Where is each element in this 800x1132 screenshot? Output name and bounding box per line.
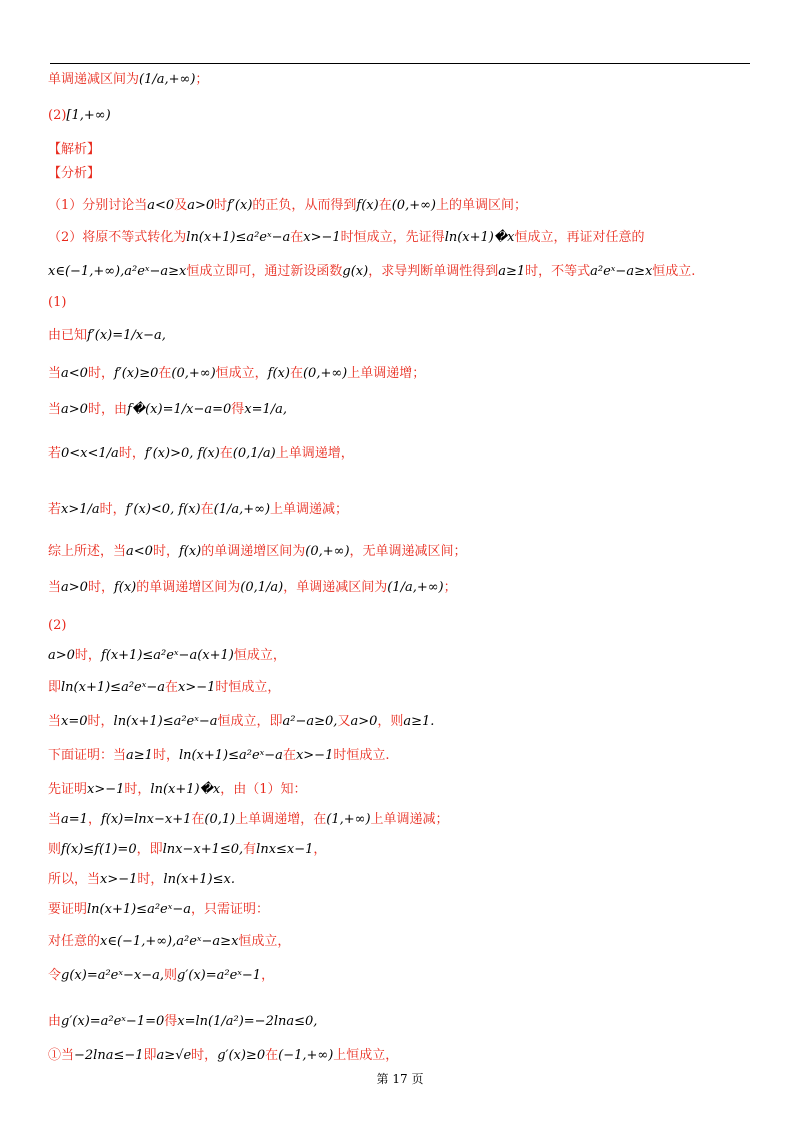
line-text: 上单调递减；	[270, 502, 349, 517]
math-expression: (0,+∞)	[171, 366, 216, 381]
line-text: 即	[48, 680, 62, 695]
line-text: 有	[243, 842, 257, 857]
math-expression: (−1,+∞)	[278, 1048, 334, 1063]
line-text: 上的单调区间；	[436, 198, 528, 213]
line-text: ，单调递减区间为	[283, 580, 388, 595]
line-text: 上单调递增，在	[235, 812, 327, 827]
line-text: 时，不等式	[525, 264, 591, 279]
math-expression: a²eˣ−a≥x	[590, 264, 653, 279]
line-text: (1)	[48, 295, 67, 310]
text-line	[48, 840, 326, 860]
line-text: 得	[231, 402, 245, 417]
line-text: 在	[158, 366, 172, 381]
math-expression: a≥√e	[156, 1048, 192, 1063]
math-expression: f�(x)=1/x−a=0	[126, 402, 232, 417]
text-line	[48, 1046, 398, 1066]
text-line	[48, 542, 467, 562]
math-expression: x>−1	[87, 782, 125, 797]
math-expression: ln(x+1)�x	[150, 782, 221, 797]
line-text: 上恒成立，	[333, 1048, 399, 1063]
text-line	[48, 616, 66, 636]
line-text: 恒成立.	[652, 264, 696, 279]
line-text: ，无单调递减区间；	[349, 544, 467, 559]
math-expression: a>0	[187, 198, 215, 213]
math-expression: ln(x+1)≤a²eˣ−a	[178, 748, 283, 763]
text-line	[48, 678, 280, 698]
line-text: 时，	[118, 446, 145, 461]
line-text: 恒成立即可，通过新设函数	[186, 264, 343, 279]
text-line	[48, 106, 111, 126]
line-text: 当	[48, 812, 62, 827]
text-line	[48, 746, 389, 766]
math-expression: ln(x+1)�x	[444, 230, 515, 245]
text-line	[48, 500, 348, 520]
line-text: 所以，当	[48, 872, 101, 887]
math-expression: ln(x+1)≤a²eˣ−a	[186, 230, 291, 245]
math-expression: f′(x)	[227, 198, 253, 213]
line-text: 时，	[191, 1048, 218, 1063]
math-expression: f(x)	[267, 366, 290, 381]
line-text: 时，由	[87, 402, 127, 417]
math-expression: a≥1.	[403, 714, 435, 729]
line-text: 对任意的	[48, 934, 101, 949]
line-text: 恒成立，	[215, 366, 268, 381]
line-text: 时恒成立，	[215, 680, 281, 695]
line-text: 时恒成立.	[333, 748, 390, 763]
line-text: 当	[48, 714, 62, 729]
line-text: 若	[48, 502, 62, 517]
math-expression: x=0	[61, 714, 88, 729]
line-text: 下面证明：当	[48, 748, 127, 763]
line-text: （2）将原不等式转化为	[48, 230, 187, 245]
math-expression: g(x)	[342, 264, 369, 279]
line-text: 综上所述，当	[48, 544, 127, 559]
text-line	[48, 1012, 317, 1032]
line-text: 在	[219, 446, 233, 461]
math-expression: a<0	[147, 198, 175, 213]
line-text: 及	[174, 198, 188, 213]
line-text: 得	[164, 1014, 178, 1029]
text-line	[48, 966, 274, 986]
text-line	[48, 326, 166, 346]
line-text: 则	[163, 968, 177, 983]
math-expression: (0,1/a)	[240, 580, 284, 595]
math-expression: a≥1	[498, 264, 526, 279]
line-text: 时	[214, 198, 228, 213]
text-line	[48, 712, 434, 732]
line-text: ，	[261, 968, 275, 983]
line-text: 若	[48, 446, 62, 461]
line-text: 在	[282, 748, 296, 763]
math-expression: x>1/a	[61, 502, 100, 517]
math-expression: [1,+∞)	[66, 108, 111, 123]
math-expression: (1/a,+∞)	[139, 72, 196, 87]
line-text: 时，	[137, 872, 164, 887]
line-text: ①当	[48, 1048, 75, 1063]
line-text: 单调递减区间为	[48, 72, 140, 87]
line-text: （1）分别讨论当	[48, 198, 148, 213]
line-text: 上单调递增，	[275, 446, 354, 461]
line-text: 当	[48, 402, 62, 417]
text-line	[48, 578, 457, 598]
math-expression: f(x)	[113, 580, 137, 595]
line-text: ；	[443, 580, 457, 595]
line-text: 在	[200, 502, 214, 517]
math-expression: ln(x+1)≤a²eˣ−a	[113, 714, 218, 729]
text-line	[48, 810, 449, 830]
math-expression: x>−1	[303, 230, 341, 245]
math-expression: f′(x)<0, f(x)	[125, 502, 201, 517]
line-text: 由已知	[48, 328, 88, 343]
math-expression: f(x)≤f(1)=0	[61, 842, 137, 857]
math-expression: lnx−x+1≤0,	[162, 842, 244, 857]
math-expression: x>−1	[295, 748, 334, 763]
line-text: 恒成立，即	[217, 714, 283, 729]
line-text: 时，	[87, 714, 114, 729]
math-expression: (0,1)	[204, 812, 236, 827]
line-text: 当	[48, 366, 62, 381]
text-line	[48, 900, 269, 920]
line-text: 在	[378, 198, 392, 213]
text-line	[48, 164, 100, 184]
line-text: 时，	[152, 544, 179, 559]
math-expression: a<0	[61, 366, 88, 381]
line-text: ，由（1）知：	[220, 782, 307, 797]
math-expression: (1,+∞)	[326, 812, 371, 827]
math-expression: a≥1	[126, 748, 153, 763]
line-text: ，	[87, 812, 101, 827]
math-expression: a<0	[126, 544, 153, 559]
line-text: 在	[265, 1048, 279, 1063]
line-text: 时，	[152, 748, 179, 763]
line-text: 在	[289, 366, 303, 381]
math-expression: −2lna≤−1	[74, 1048, 144, 1063]
line-text: 恒成立，	[238, 934, 291, 949]
math-expression: ln(x+1)≤a²eˣ−a	[87, 902, 191, 917]
math-expression: (0,+∞)	[391, 198, 437, 213]
math-expression: ln(x+1)≤a²eˣ−a	[61, 680, 165, 695]
text-line	[48, 196, 527, 216]
line-text: 上单调递增；	[347, 366, 426, 381]
line-text: ；	[195, 72, 209, 87]
math-expression: x>−1	[100, 872, 138, 887]
math-expression: a>0	[350, 714, 378, 729]
text-line	[48, 70, 208, 90]
text-line	[48, 646, 286, 666]
math-expression: g′(x)=a²eˣ−1=0	[61, 1014, 165, 1029]
line-text: 在	[165, 680, 179, 695]
text-line	[48, 780, 307, 800]
text-line	[48, 364, 425, 384]
line-text: 由	[48, 1014, 62, 1029]
math-expression: a²−a≥0,	[282, 714, 338, 729]
text-line	[48, 262, 695, 282]
math-expression: f′(x)=1/x−a,	[87, 328, 166, 343]
line-text: 时，	[87, 366, 114, 381]
math-expression: f′(x)≥0	[113, 366, 159, 381]
math-expression: f(x)	[356, 198, 379, 213]
text-line	[48, 293, 66, 313]
line-text: 令	[48, 968, 62, 983]
line-text: 的单调递增区间为	[201, 544, 306, 559]
line-text: 则	[48, 842, 62, 857]
math-expression: (0,+∞)	[302, 366, 348, 381]
math-expression: x∈(−1,+∞),a²eˣ−a≥x	[100, 934, 239, 949]
line-text: 又	[337, 714, 351, 729]
text-line	[48, 932, 290, 952]
text-line	[48, 140, 100, 160]
line-text: ，	[313, 842, 327, 857]
math-expression: f(x)=lnx−x+1	[100, 812, 192, 827]
line-text: 要证明	[48, 902, 88, 917]
line-text: ，即	[136, 842, 163, 857]
math-expression: (0,1/a)	[232, 446, 276, 461]
math-expression: (1/a,+∞)	[387, 580, 444, 595]
line-text: ，求导判断单调性得到	[368, 264, 499, 279]
math-expression: x=ln(1/a²)=−2lna≤0,	[177, 1014, 318, 1029]
line-text: (2)	[48, 618, 67, 633]
line-text: 时，	[74, 648, 101, 663]
line-text: 的单调递增区间为	[136, 580, 241, 595]
math-expression: (1/a,+∞)	[213, 502, 271, 517]
line-text: 在	[290, 230, 304, 245]
line-text: 时，	[99, 502, 126, 517]
text-line	[48, 444, 354, 464]
math-expression: a>0	[48, 648, 75, 663]
math-expression: a>0	[61, 580, 88, 595]
line-text: ，只需证明：	[191, 902, 270, 917]
line-text: 时，	[87, 580, 114, 595]
text-line	[48, 228, 645, 248]
line-text: (2)	[48, 108, 67, 123]
line-text: 即	[143, 1048, 157, 1063]
math-expression: x∈(−1,+∞),a²eˣ−a≥x	[48, 264, 187, 279]
line-text: 【解析】	[48, 142, 101, 157]
math-expression: x>−1	[178, 680, 216, 695]
line-text: 恒成立，	[233, 648, 286, 663]
math-expression: (0,+∞)	[305, 544, 350, 559]
math-expression: a>0	[61, 402, 88, 417]
text-line	[48, 400, 287, 420]
line-text: 时恒成立，先证得	[340, 230, 445, 245]
text-line	[48, 870, 235, 890]
math-expression: 0<x<1/a	[61, 446, 119, 461]
header-rule	[50, 63, 750, 64]
line-text: 的正负，从而得到	[252, 198, 357, 213]
math-expression: g(x)=a²eˣ−x−a,	[61, 968, 164, 983]
math-expression: f(x)	[178, 544, 202, 559]
math-expression: x=1/a,	[244, 402, 288, 417]
math-expression: g′(x)=a²eˣ−1	[177, 968, 262, 983]
line-text: 时，	[124, 782, 151, 797]
math-expression: a=1	[61, 812, 88, 827]
math-expression: f′(x)>0, f(x)	[144, 446, 220, 461]
line-text: 上单调递减；	[370, 812, 449, 827]
math-expression: lnx≤x−1	[256, 842, 314, 857]
line-text: 恒成立，再证对任意的	[514, 230, 645, 245]
line-text: ，则	[377, 714, 404, 729]
math-expression: f(x+1)≤a²eˣ−a(x+1)	[100, 648, 234, 663]
math-expression: ln(x+1)≤x.	[163, 872, 235, 887]
line-text: 先证明	[48, 782, 88, 797]
line-text: 【分析】	[48, 166, 101, 181]
line-text: 在	[191, 812, 205, 827]
page-number: 第 17 页	[376, 1072, 424, 1086]
line-text: 当	[48, 580, 62, 595]
math-expression: g′(x)≥0	[217, 1048, 266, 1063]
